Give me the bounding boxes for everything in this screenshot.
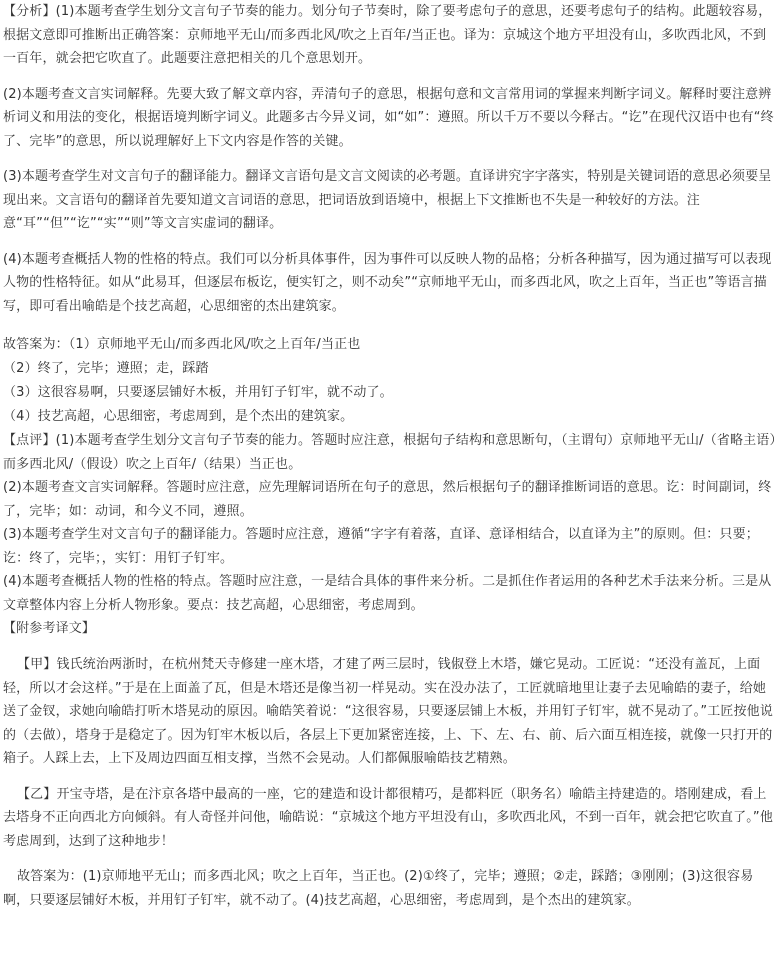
translation-yi: 【乙】开宝寺塔，是在汴京各塔中最高的一座，它的建造和设计都很精巧，是都料匠（职务名）喻皓主持建造的。塔刚建成，看上去塔身不正向西北方向倾斜。有人奇怪并问他，喻皓说：“京城这个地方平坦没有山，多吹西北风，不到一百年，就会把它吹直了。”他考虑周到，达到了这种地步！: [3, 786, 773, 849]
answer-line-3: （3）这很容易啊，只要逐层铺好木板，并用钉子钉牢，就不动了。: [3, 385, 393, 400]
answer-line-1: 故答案为：（1）京师地平无山/而多西北风/吹之上百年/当正也: [3, 337, 361, 352]
comment-paragraph-4: (4)本题考查概括人物的性格的特点。答题时应注意，一是结合具体的事件来分析。二是抓住作者运用的各种艺术手法来分析。三是从文章整体内容上分析人物形象。要点：技艺高超，心思细密，考虑周到。: [3, 574, 772, 613]
final-answer: 故答案为：(1)京师地平无山；而多西北风；吹之上百年，当正也。(2)①终了，完毕；遵照；②走，踩踏；③刚刚；(3)这很容易啊，只要逐层铺好木板，并用钉子钉牢，就不动了。(4)技艺高超，心思细密，考虑周到，是个杰出的建筑家。: [3, 869, 754, 908]
answer-summary: [3, 333, 778, 429]
answer-line-2: （2）终了，完毕；遵照；走，踩踏: [3, 361, 209, 376]
comment-paragraph-2: (2)本题考查文言实词解释。答题时应注意，应先理解词语所在句子的意思，然后根据句子的翻译推断词语的意思。讫：时间副词，终了，完毕；如：动词，和今义不同，遵照。: [3, 480, 772, 519]
answer-line-4: （4）技艺高超，心思细密，考虑周到，是个杰出的建筑家。: [3, 409, 354, 424]
analysis-paragraph-1: 【分析】(1)本题考查学生划分文言句子节奏的能力。划分句子节奏时，除了要考虑句子的意思，还要考虑句子的结构。此题较容易，根据文意即可推断出正确答案：京师地平无山/而多西北风/吹之上百年/当正也。译为：京城这个地方平坦没有山，多吹西北风，不到一百年，就会把它吹直了。此题要注意把相关的几个意思划开。: [3, 4, 772, 66]
translation-jia: 【甲】钱氏统治两浙时，在杭州梵天寺修建一座木塔，才建了两三层时，钱俶登上木塔，嫌它晃动。工匠说：“还没有盖瓦，上面轻，所以才会这样。”于是在上面盖了瓦，但是木塔还是像当初一样晃动。实在没办法了，工匠就暗地里让妻子去见喻皓的妻子，给她送了金钗，求她向喻皓打听木塔晃动的原因。喻皓笑着说：“这很容易，只要逐层铺上木板，并用钉子钉牢，就不晃动了。”工匠按他说的（去做），塔身于是稳定了。因为钉牢木板以后，各层上下更加紧密连接，上、下、左、右、前、后六面互相连接，就像一只打开的箱子。人踩上去，上下及周边四面互相支撑，当然不会晃动。人们都佩服喻皓技艺精熟。: [3, 657, 773, 766]
comment-paragraph-1: 【点评】(1)本题考查学生划分文言句子节奏的能力。答题时应注意，根据句子结构和意思断句，（主谓句）京师地平无山/（省略主语）而多西北风/（假设）吹之上百年/（结果）当正也。: [3, 433, 777, 472]
analysis-paragraph-2: (2)本题考查文言实词解释。先要大致了解文章内容，弄清句子的意思，根据句意和文言常用词的掌握来判断字词义。解释时要注意辨析词义和用法的变化，根据语境判断字词义。此题多古今异义词，如“如”：遵照。所以千万不要以今释古。“讫”在现代汉语中也有“终了、完毕”的意思，所以说理解好上下文内容是作答的关键。: [3, 86, 774, 149]
translation-heading: 【附参考译文】: [3, 621, 96, 636]
analysis-paragraph-3: (3)本题考查学生对文言句子的翻译能力。翻译文言语句是文言文阅读的必考题。直译讲究字字落实，特别是关键词语的意思必须要呈现出来。文言语句的翻译首先要知道文言词语的意思，把词语放到语境中，根据上下文推断也不失是一种较好的方法。注意“耳”“但”“讫”“实”“则”等文言实虚词的翻译。: [3, 169, 772, 231]
comment-paragraph-3: (3)本题考查学生对文言句子的翻译能力。答题时应注意，遵循“字字有着落，直译、意译相结合，以直译为主”的原则。但：只要；讫：终了，完毕；，实钉：用钉子钉牢。: [3, 527, 759, 566]
comment-section: [3, 429, 778, 617]
analysis-paragraph-4: (4)本题考查概括人物的性格的特点。我们可以分析具体事件，因为事件可以反映人物的品格；分析各种描写，因为通过描写可以表现人物的性格特征。如从“此易耳，但逐层布板讫，便实钉之，则不动矣”“京师地平无山，而多西北风，吹之上百年，当正也”等语言描写，即可看出喻皓是个技艺高超，心思细密的杰出建筑家。: [3, 251, 772, 314]
